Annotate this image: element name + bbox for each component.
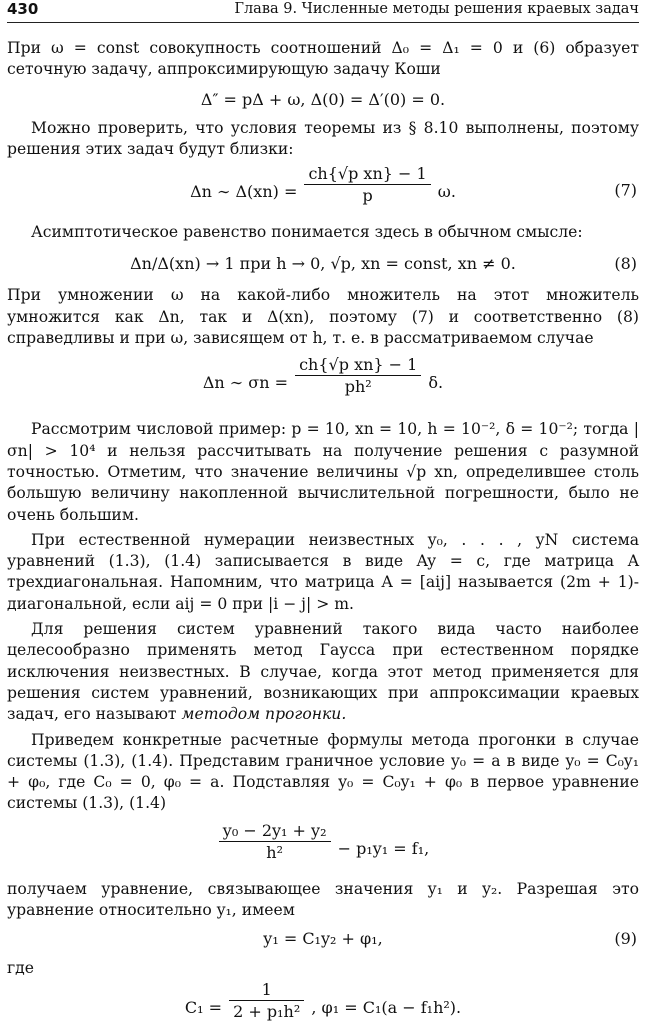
equation-7-lhs: Δn ∼ Δ(xn) = (190, 182, 298, 202)
equation-cauchy-text: Δ″ = pΔ + ω, Δ(0) = Δ′(0) = 0. (200, 89, 446, 109)
equation-7-label: (7) (614, 180, 637, 200)
equation-8 (7, 251, 639, 277)
running-head: Глава 9. Численные методы решения краевых задач (234, 1, 639, 17)
equation-7-numerator: ch{√p xn} − 1 (304, 164, 430, 185)
equation-c1-fraction (229, 980, 304, 1021)
equation-c1-rhs: , φ₁ = C₁(a − f₁h²). (311, 997, 462, 1017)
paragraph-9: получаем уравнение, связывающее значения y₁ и y₂. Разрешая это уравнение относительно y₁, имеем (7, 879, 639, 920)
equation-sigma-fraction (295, 355, 421, 396)
equation-9-label: (9) (614, 929, 637, 949)
equation-7-fraction (304, 164, 430, 205)
equation-sigma (7, 355, 639, 409)
equation-first-fraction (219, 821, 331, 862)
equation-sigma-lhs: Δn ∼ σn = (202, 373, 288, 393)
paragraph-4: При умножении ω на какой-либо множитель на этот множитель умножится как Δn, так и Δ(xn), поэтому (7) и соответственно (8) справедливы и при ω, зависящем от h, т. е. в рассматриваемом случае (7, 286, 639, 348)
equation-c1-numerator: 1 (229, 980, 304, 1001)
equation-first-numerator: y₀ − 2y₁ + y₂ (219, 821, 331, 842)
equation-first-denominator: h² (266, 842, 283, 862)
term-sweep-method: методом прогонки. (181, 705, 347, 724)
page-number: 430 (7, 0, 39, 18)
equation-9 (7, 926, 639, 952)
book-page (7, 0, 639, 1032)
equation-first-rhs: − p₁y₁ = f₁, (337, 838, 430, 858)
equation-cauchy (7, 87, 639, 113)
paragraph-10: где (7, 959, 34, 978)
equation-8-label: (8) (614, 254, 637, 274)
paragraph-8: Приведем конкретные расчетные формулы метода прогонки в случае системы (1.3), (1.4). Представим граничное условие y₀ = a в виде y₀ = C₀y₁ + φ₀, где C₀ = 0, φ₀ = a. Подставляя y₀ = C₀y₁ + φ₀ в первое уравнение системы (1.3), (1.4) (7, 730, 639, 813)
paragraph-6: При естественной нумерации неизвестных y₀, . . . , yN система уравнений (1.3), (1.4) записывается в виде Ay = c, где матрица A трехдиагональная. Напомним, что матрица A = [aij] называется (2m + 1)-диагональной, если aij = 0 при |i − j| > m. (7, 530, 639, 613)
equation-sigma-rhs: δ. (428, 373, 444, 393)
equation-sigma-numerator: ch{√p xn} − 1 (295, 355, 421, 376)
paragraph-1: При ω = const совокупность соотношений Δ₀ = Δ₁ = 0 и (6) образует сеточную задачу, аппроксимирующую задачу Коши (7, 39, 639, 79)
paragraph-5: Рассмотрим числовой пример: p = 10, xn = 10, h = 10⁻², δ = 10⁻²; тогда |σn| > 10⁴ и нельзя рассчитывать на получение решения с разумной точностью. Отметим, что значение величины √p xn, определившее столь большую величину накопленной вычислительной погрешности, было не очень большим. (7, 420, 639, 524)
paragraph-7-text: Для решения систем уравнений такого вида часто наиболее целесообразно применять метод Гаусса при естественном порядке исключения неизвестных. В случае, когда этот метод применяется для решения систем уравнений, возникающих при аппроксимации краевых задач, его называют (7, 620, 639, 724)
equation-7-rhs: ω. (437, 182, 456, 202)
paragraph-7 (7, 619, 639, 725)
paragraph-2: Можно проверить, что условия теоремы из § 8.10 выполнены, поэтому решения этих задач будут близки: (7, 118, 639, 158)
equation-c1-lhs: C₁ = (184, 997, 223, 1017)
equation-9-text: y₁ = C₁y₂ + φ₁, (263, 929, 383, 949)
equation-8-text: Δn/Δ(xn) → 1 при h → 0, √p, xn = const, xn ≠ 0. (130, 254, 516, 274)
equation-7-denominator: p (362, 186, 373, 206)
equation-sigma-denominator: ph² (344, 377, 372, 397)
equation-first (7, 821, 639, 875)
page-header (7, 0, 639, 23)
equation-7 (7, 164, 639, 216)
paragraph-3: Асимптотическое равенство понимается здесь в обычном смысле: (31, 223, 583, 242)
equation-c1-denominator: 2 + p₁h² (233, 1001, 301, 1021)
equation-c1 (7, 980, 639, 1032)
